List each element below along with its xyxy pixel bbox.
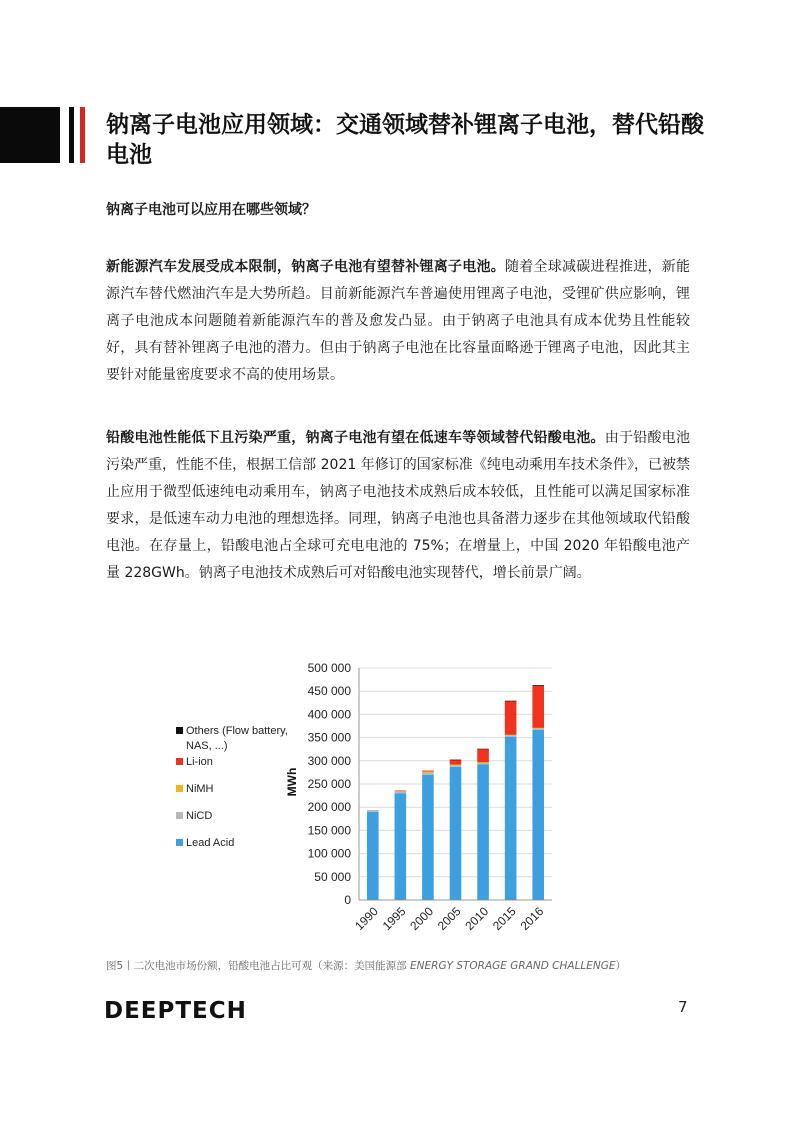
bar-nicd-2016 [532,729,544,730]
bar-lead-acid-2010 [477,765,489,900]
chart-x-tick-label: 2016 [517,904,547,934]
bar-nicd-2015 [505,736,517,737]
bar-li-ion-2000 [422,771,434,772]
bar-nicd-2000 [422,773,434,775]
legend-swatch [176,785,183,792]
chart-y-tick-label: 500 000 [307,661,351,675]
chart-y-tick-label: 150 000 [307,823,351,838]
legend-swatch [176,839,183,846]
bar-lead-acid-2000 [422,775,434,900]
chart-x-tick-label: 2000 [407,904,437,934]
corner-decoration-block [0,107,60,163]
legend-swatch [176,758,183,765]
legend-label: Lead Acid [186,837,235,849]
caption-source: ENERGY STORAGE GRAND CHALLENGE [410,960,616,972]
chart-y-tick-label: 50 000 [314,869,351,884]
legend-swatch [176,812,183,819]
chart-y-tick-label: 400 000 [307,707,351,722]
legend-swatch [176,727,183,734]
chart-x-ticks [352,904,546,933]
paragraph-ev-body: 随着全球减碳进程推进，新能源汽车替代燃油汽车是大势所趋。目前新能源汽车普遍使用锂离子电池，受锂矿供应影响，锂离子电池成本问题随着新能源汽车的普及愈发凸显。由于钠离子电池具有成本优势且性能较好，具有替补锂离子电池的潜力。但由于钠离子电池在比容量面略逊于锂离子电池，因此其主要针对能量密度要求不高的使用场景。 [106,259,690,383]
legend-label: NiCD [186,810,213,822]
chart-y-axis-label: MWh [285,767,299,797]
chart-y-ticks [308,661,352,907]
figure-caption [106,958,626,973]
legend-label: NiMH [186,783,214,795]
paragraph-lead-acid-lead: 铅酸电池性能低下且污染严重，钠离子电池有望在低速车等领域替代铅酸电池。 [106,430,605,446]
deeptech-logo: DEEPTECH [104,998,247,1024]
chart-y-tick-label: 0 [344,893,351,907]
paragraph-lead-acid-body: 由于铅酸电池污染严重，性能不佳，根据工信部 2021 年修订的国家标准《纯电动乘用车技术条件》，已被禁止应用于微型低速纯电动乘用车，钠离子电池技术成熟后成本较低，且性能可以满足国家标准要求，是低速车动力电池的理想选择。同理，钠离子电池也具备潜力逐步在其他领域取代铅酸电池。在存量上，铅酸电池占全球可充电电池的 75%；在增量上，中国 2020 年铅酸电池产量 228GWh。钠离子电池技术成熟后可对铅酸电池实现替代，增长前景广阔。 [106,430,690,581]
bar-nimh-2015 [505,735,517,736]
chart-y-tick-label: 250 000 [307,777,351,791]
bar-lead-acid-2016 [532,730,544,900]
page-title: 钠离子电池应用领域：交通领域替补锂离子电池，替代铅酸电池 [106,112,704,168]
paragraph-lead-acid [106,425,690,587]
chart-y-tick-label: 450 000 [307,684,351,699]
bar-li-ion-2015 [505,701,517,734]
bar-nicd-2010 [477,764,489,765]
caption-text: 图5丨二次电池市场份额，铅酸电池占比可观（来源：美国能源部 [106,960,407,972]
bar-lead-acid-1995 [395,793,407,900]
chart-x-tick-label: 2010 [462,904,492,934]
chart-x-tick-label: 1990 [352,904,381,934]
bar-nimh-2000 [422,771,434,772]
section-question: 钠离子电池可以应用在哪些领域？ [106,202,316,218]
page-number: 7 [678,998,688,1016]
paragraph-ev-lead: 新能源汽车发展受成本限制，钠离子电池有望替补锂离子电池。 [106,259,505,275]
bar-others-flow-battery-nas-2016 [532,685,544,686]
bar-lead-acid-1990 [367,812,379,900]
chart-y-tick-label: 100 000 [307,846,351,861]
bar-others-flow-battery-nas-2010 [477,749,489,750]
bar-nimh-2010 [477,762,489,763]
chart-x-tick-label: 2015 [489,904,519,934]
bar-nicd-1995 [395,791,407,793]
legend-label: Others (Flow battery, [186,725,288,737]
chart-y-tick-label: 350 000 [307,730,351,745]
bar-li-ion-2005 [450,760,462,765]
chart-y-tick-label: 300 000 [307,753,351,768]
bar-nicd-1990 [367,810,379,812]
bar-lead-acid-2005 [450,767,462,900]
bar-nicd-2005 [450,765,462,766]
chart-bars [367,685,544,900]
chart-x-tick-label: 1995 [379,904,409,934]
bar-li-ion-2016 [532,686,544,728]
bar-lead-acid-2015 [505,737,517,900]
title-bar-black [69,107,74,163]
chart-legend [176,725,288,849]
caption-suffix: ） [615,960,627,972]
bar-others-flow-battery-nas-2015 [505,701,517,702]
bar-nimh-2016 [532,728,544,729]
bar-li-ion-1995 [395,790,407,791]
bar-others-flow-battery-nas-2005 [450,760,462,761]
bar-nimh-2005 [450,765,462,766]
battery-market-chart [106,650,686,950]
bar-li-ion-2010 [477,749,489,762]
paragraph-ev [106,254,690,389]
chart-svg [106,650,686,950]
chart-x-tick-label: 2005 [434,904,464,934]
legend-label: NAS, ...) [186,740,228,752]
legend-label: Li-ion [186,756,213,768]
chart-y-tick-label: 200 000 [307,800,351,815]
title-bar-red [80,107,85,163]
